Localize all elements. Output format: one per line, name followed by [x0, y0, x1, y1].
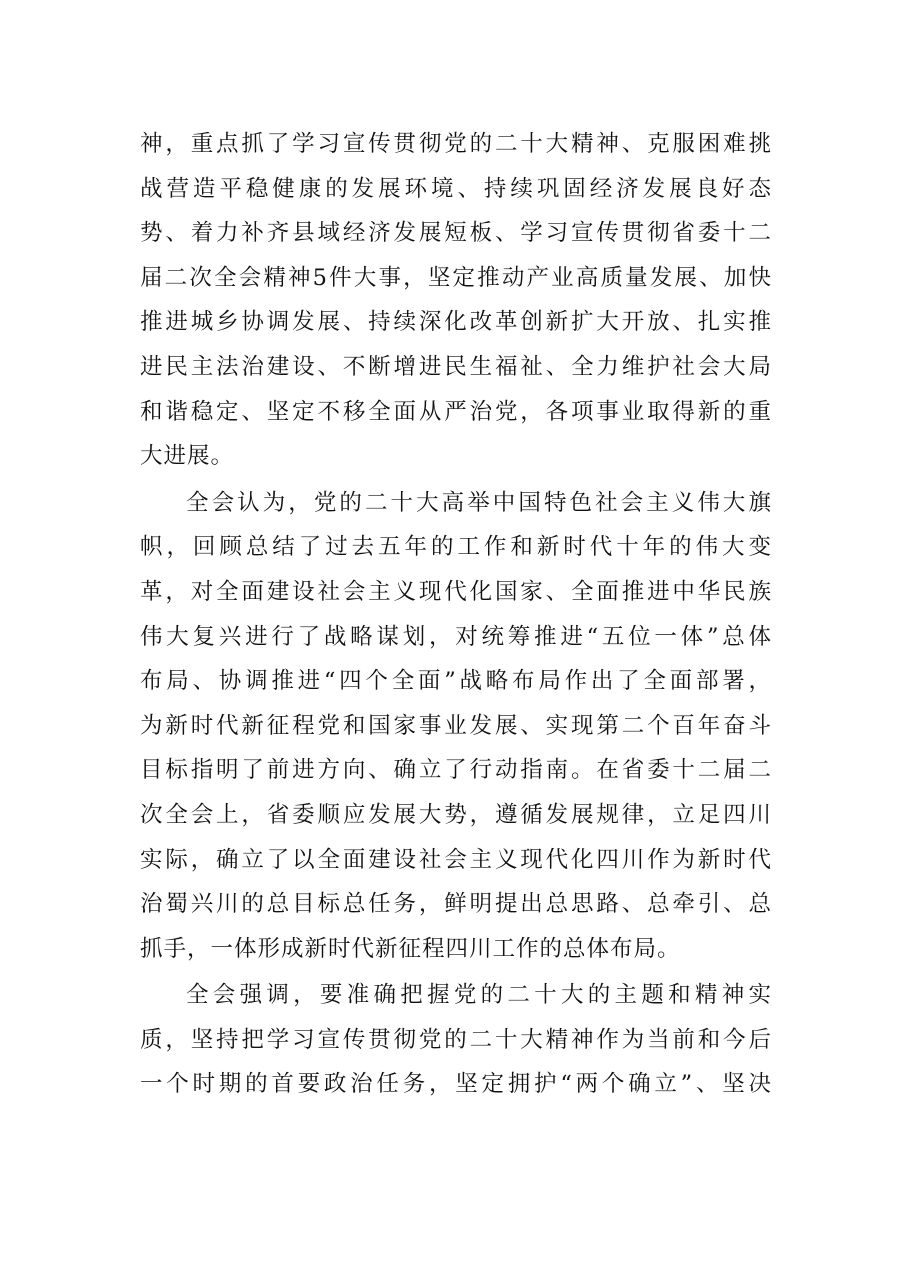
text-line: 目标指明了前进方向、确立了行动指南。在省委十二届二	[140, 757, 772, 784]
text-line: 革，对全面建设社会主义现代化国家、全面推进中华民族	[140, 578, 772, 605]
text-line: 一个时期的首要政治任务，坚定拥护“两个确立”、坚决	[140, 1071, 772, 1098]
text-line: 推进城乡协调发展、持续深化改革创新扩大开放、扎实推	[140, 309, 772, 336]
text-line: 神，重点抓了学习宣传贯彻党的二十大精神、克服困难挑	[140, 131, 772, 157]
text-line: 抓手，一体形成新时代新征程四川工作的总体布局。	[140, 935, 681, 962]
text-line: 帜，回顾总结了过去五年的工作和新时代十年的伟大变	[140, 534, 772, 561]
text-line: 为新时代新征程党和国家事业发展、实现第二个百年奋斗	[140, 712, 772, 739]
text-line: 大进展。	[140, 443, 235, 470]
text-line: 进民主法治建设、不断增进民生福祉、全力维护社会大局	[140, 353, 772, 380]
text-line: 届二次全会精神5件大事，坚定推动产业高质量发展、加快	[140, 264, 772, 291]
text-line: 全会强调，要准确把握党的二十大的主题和精神实	[186, 982, 772, 1009]
paragraph-2	[140, 481, 772, 972]
text-line: 治蜀兴川的总目标总任务，鲜明提出总思路、总牵引、总	[140, 891, 772, 918]
document-body	[140, 122, 772, 1109]
text-line: 全会认为，党的二十大高举中国特色社会主义伟大旗	[186, 489, 772, 516]
text-line: 势、着力补齐县域经济发展短板、学习宣传贯彻省委十二	[140, 220, 772, 247]
paragraph-3	[140, 973, 772, 1107]
text-line: 质，坚持把学习宣传贯彻党的二十大精神作为当前和今后	[140, 1026, 772, 1053]
text-line: 次全会上，省委顺应发展大势，遵循发展规律，立足四川	[140, 801, 772, 828]
text-line: 和谐稳定、坚定不移全面从严治党，各项事业取得新的重	[140, 398, 772, 425]
text-line: 实际，确立了以全面建设社会主义现代化四川作为新时代	[140, 846, 772, 873]
text-line: 布局、协调推进“四个全面”战略布局作出了全面部署，	[140, 668, 772, 695]
paragraph-1	[140, 122, 772, 479]
text-line: 伟大复兴进行了战略谋划，对统筹推进“五位一体”总体	[140, 623, 772, 650]
text-line: 战营造平稳健康的发展环境、持续巩固经济发展良好态	[140, 175, 772, 202]
